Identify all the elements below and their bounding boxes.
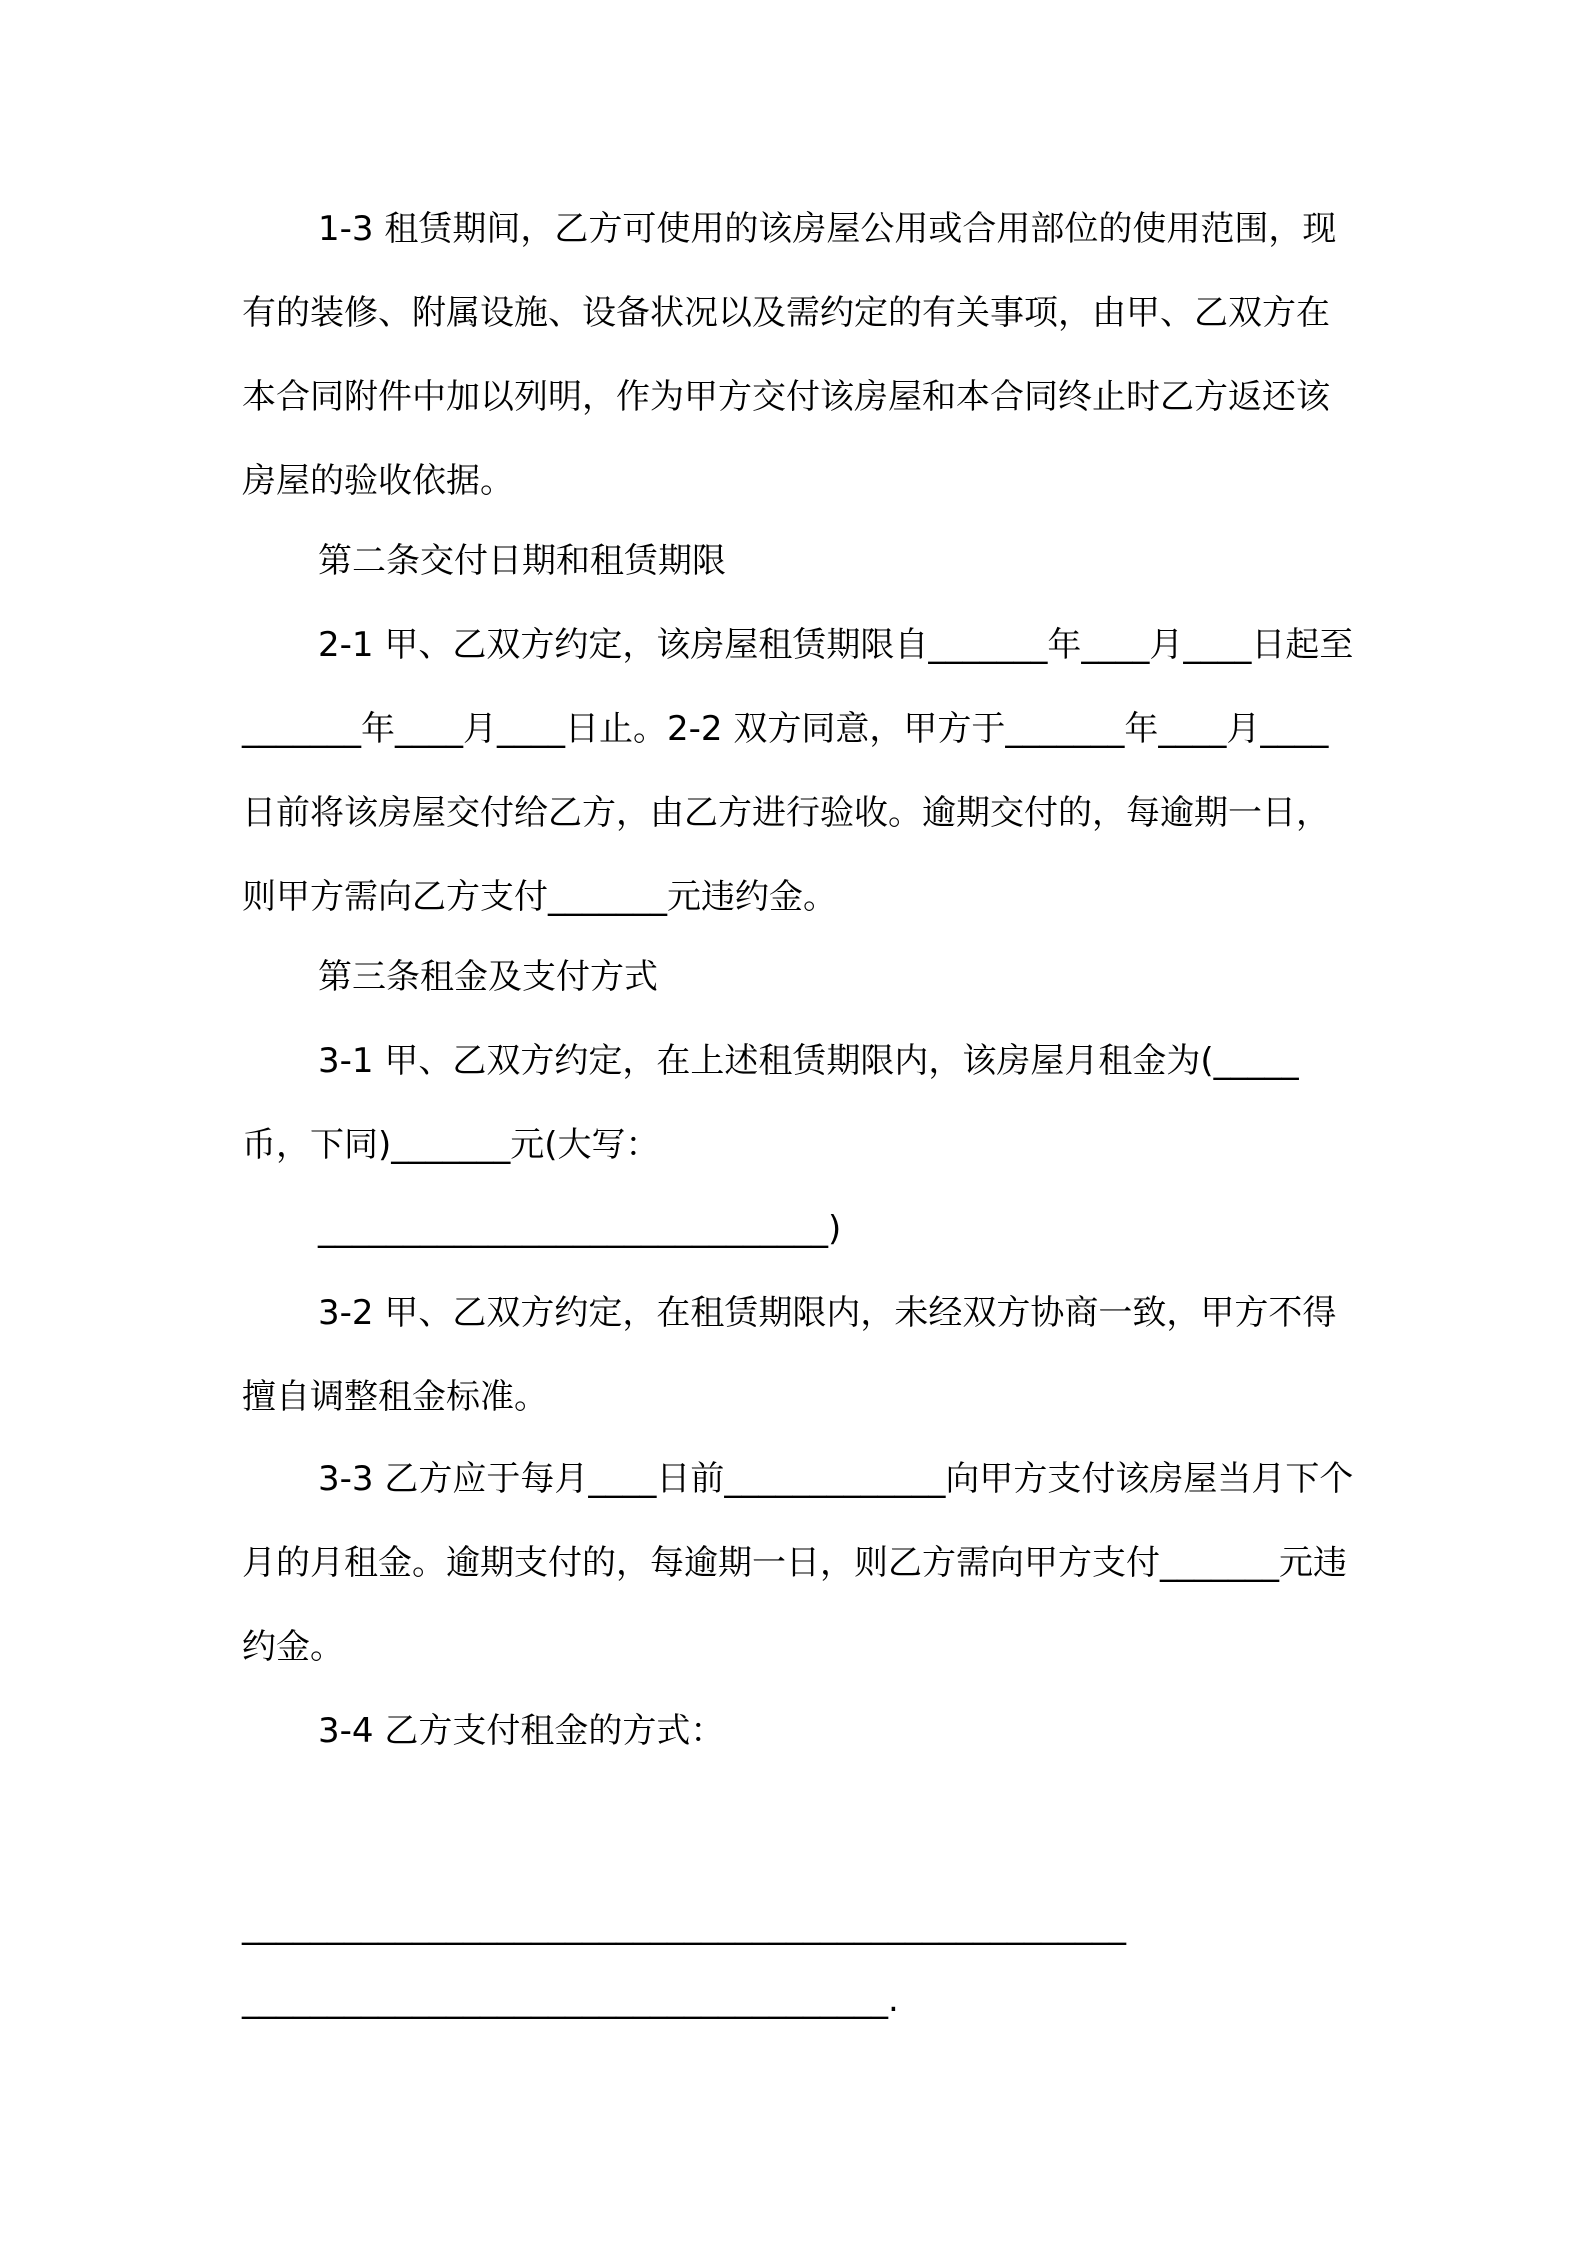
article-3-heading: 第三条租金及支付方式 — [318, 957, 658, 997]
clause-3-1-blank-line: ______________________________) — [318, 1209, 842, 1249]
blank-line-2: ______________________________________. — [242, 1980, 899, 2020]
article-2-heading: 第二条交付日期和租赁期限 — [318, 541, 726, 581]
clause-3-3: 3-3 乙方应于每月____日前_____________向甲方支付该房屋当月下个月的月租金。逾期支付的，每逾期一日，则乙方需向甲方支付_______元违约金。 — [242, 1459, 1354, 1667]
clause-1-3: 1-3 租赁期间，乙方可使用的该房屋公用或合用部位的使用范围，现有的装修、附属设施、设备状况以及需约定的有关事项，由甲、乙双方在本合同附件中加以列明，作为甲方交付该房屋和本合同终止时乙方返还该房屋的验收依据。 — [242, 209, 1337, 501]
blank-line-1: ____________________________________________________ — [242, 1906, 1126, 1946]
clause-3-2: 3-2 甲、乙双方约定，在租赁期限内，未经双方协商一致，甲方不得擅自调整租金标准。 — [242, 1293, 1337, 1417]
clause-3-4: 3-4 乙方支付租金的方式： — [318, 1711, 725, 1751]
clause-2-1: 2-1 甲、乙双方约定，该房屋租赁期限自_______年____月____日起至_______年____月____日止。2-2 双方同意，甲方于_______年____月____日前将该房屋交付给乙方，由乙方进行验收。逾期交付的，每逾期一日，则甲方需向乙方支付_______元违约金。 — [242, 625, 1354, 917]
clause-3-1: 3-1 甲、乙双方约定，在上述租赁期限内，该房屋月租金为(_____币，下同)_______元(大写： — [242, 1041, 1299, 1165]
